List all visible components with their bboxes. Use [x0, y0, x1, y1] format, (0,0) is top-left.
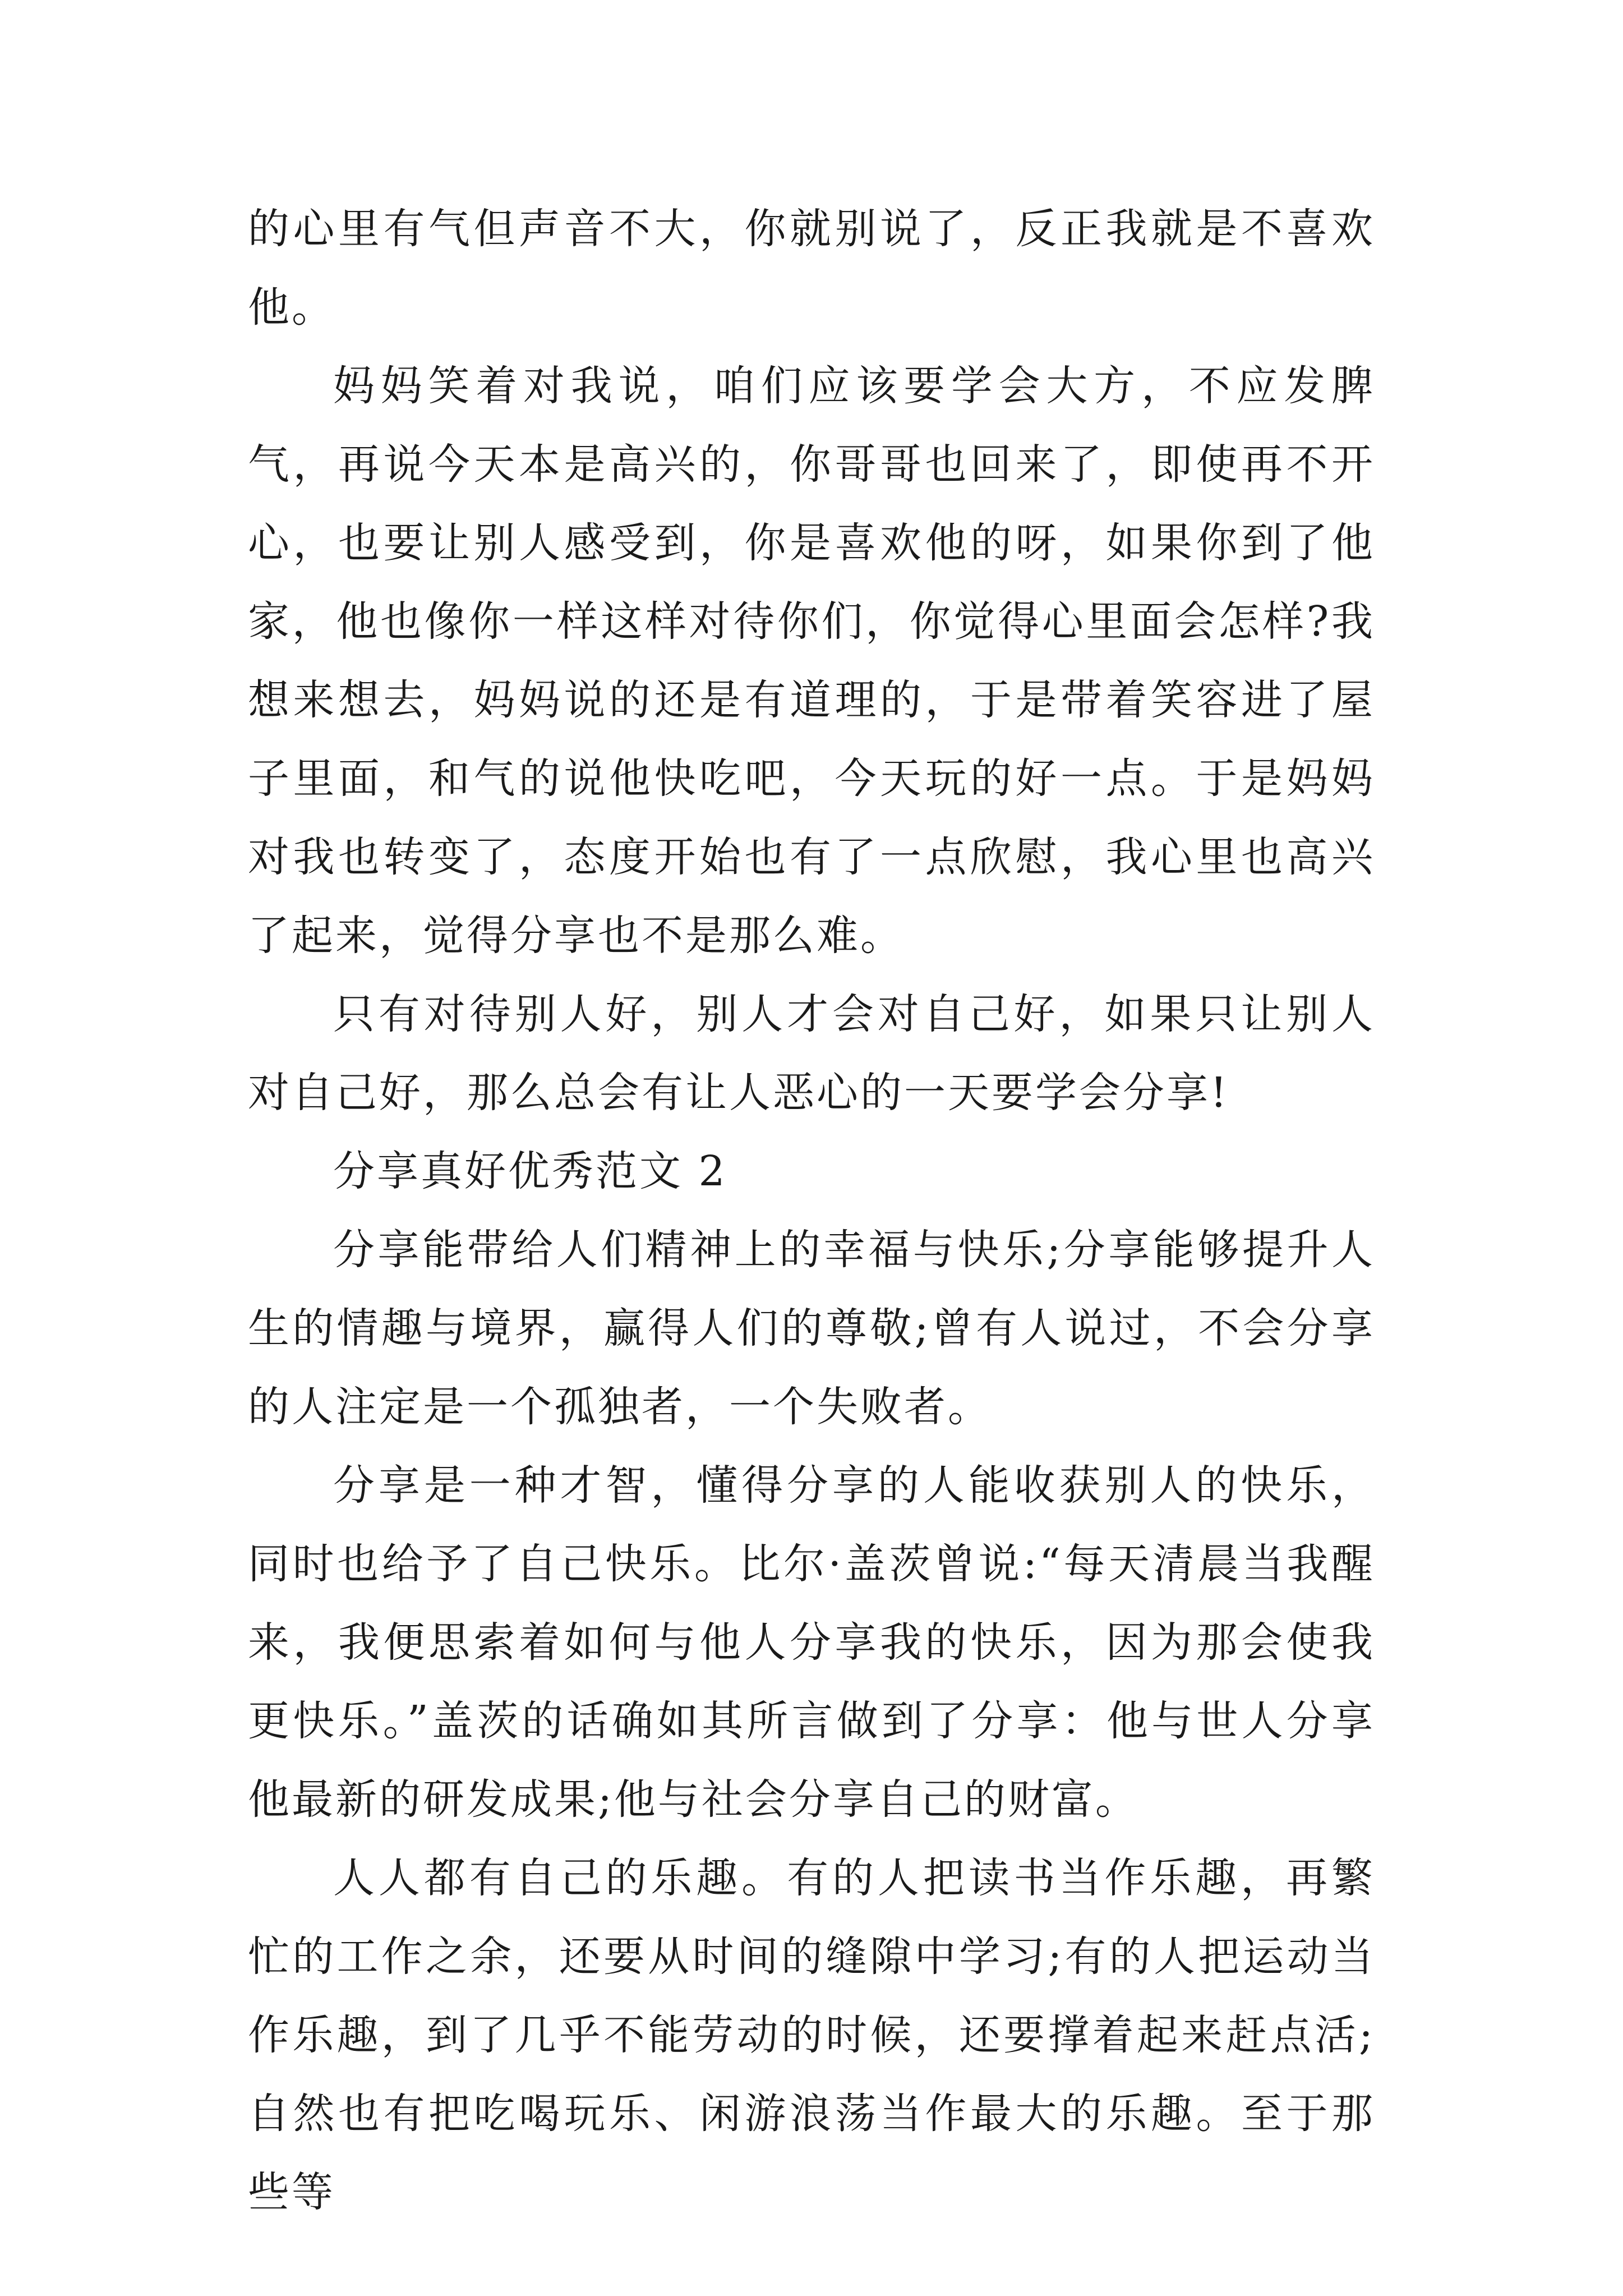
paragraph: 分享是一种才智，懂得分享的人能收获别人的快乐，同时也给予了自己快乐。比尔·盖茨曾说:“每天清晨当我醒来，我便思索着如何与他人分享我的快乐，因为那会使我更快乐。”盖茨的话确如其所言做到了分享：他与世人分享他最新的研发成果;他与社会分享自己的财富。 [248, 1461, 1375, 1824]
document-body [248, 190, 1375, 2231]
paragraph: 分享能带给人们精神上的幸福与快乐;分享能够提升人生的情趣与境界，赢得人们的尊敬;曾有人说过，不会分享的人注定是一个孤独者，一个失败者。 [248, 1226, 1375, 1431]
paragraph: 只有对待别人好，别人才会对自己好，如果只让别人对自己好，那么总会有让人恶心的一天要学会分享! [248, 990, 1375, 1117]
section-heading: 分享真好优秀范文 2 [333, 1147, 727, 1195]
paragraph: 妈妈笑着对我说，咱们应该要学会大方，不应发脾气，再说今天本是高兴的，你哥哥也回来了，即使再不开心，也要让别人感受到，你是喜欢他的呀，如果你到了他家，他也像你一样这样对待你们，你觉得心里面会怎样?我想来想去，妈妈说的还是有道理的，于是带着笑容进了屋子里面，和气的说他快吃吧，今天玩的好一点。于是妈妈对我也转变了，态度开始也有了一点欣慰，我心里也高兴了起来，觉得分享也不是那么难。 [248, 362, 1375, 960]
paragraph: 人人都有自己的乐趣。有的人把读书当作乐趣，再繁忙的工作之余，还要从时间的缝隙中学习;有的人把运动当作乐趣，到了几乎不能劳动的时候，还要撑着起来赶点活;自然也有把吃喝玩乐、闲游浪荡当作最大的乐趣。至于那些等 [248, 1854, 1375, 2216]
paragraph: 的心里有气但声音不大，你就别说了，反正我就是不喜欢他。 [248, 205, 1375, 332]
